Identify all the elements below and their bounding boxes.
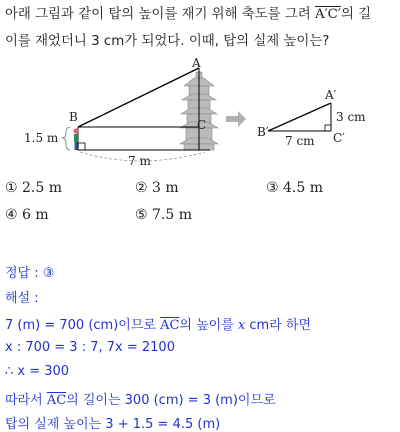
choice-4[interactable] bbox=[5, 207, 49, 223]
label-a-prime: A′ bbox=[325, 88, 337, 102]
label-b: B bbox=[69, 110, 78, 124]
explanation-title: 해설 : bbox=[5, 291, 39, 306]
choice-4-number: ④ bbox=[5, 207, 18, 223]
label-width: 7 m bbox=[128, 154, 151, 168]
explanation-line-4 bbox=[5, 389, 276, 408]
segment-a2c2: A′C′ bbox=[314, 7, 341, 22]
choice-3[interactable] bbox=[266, 180, 323, 196]
choice-1-number: ① bbox=[5, 180, 18, 196]
segment-ac: $\overline{AC}$ bbox=[160, 318, 180, 333]
explanation-line-4-pre: 따라서 bbox=[5, 393, 47, 408]
line-b2a2 bbox=[268, 103, 331, 131]
choice-3-number: ③ bbox=[266, 180, 279, 196]
explanation-line-1-post: cm라 하면 bbox=[245, 318, 312, 333]
label-scale-width: 7 cm bbox=[285, 134, 315, 148]
choice-2[interactable] bbox=[135, 180, 179, 196]
segment-ac-2: $\overline{AC}$ bbox=[46, 393, 67, 408]
label-a: A bbox=[192, 56, 201, 70]
right-angle-mark-small bbox=[325, 125, 331, 131]
choice-5-number: ⑤ bbox=[135, 207, 148, 223]
label-height: 1.5 m bbox=[24, 131, 59, 145]
choice-3-text: 4.5 m bbox=[283, 180, 324, 196]
line-ba bbox=[78, 68, 199, 127]
variable-x: x bbox=[237, 318, 246, 333]
explanation-line-1-mid: 의 높이를 bbox=[179, 318, 238, 333]
choice-5[interactable] bbox=[135, 207, 192, 223]
choice-4-text: 6 m bbox=[22, 207, 49, 223]
choice-5-text: 7.5 m bbox=[152, 207, 193, 223]
right-arrow-icon bbox=[226, 111, 246, 127]
question-line-1-text: 아래 그림과 같이 탑의 높이를 재기 위해 축도를 그려 bbox=[5, 7, 315, 22]
choice-1[interactable] bbox=[5, 180, 62, 196]
explanation-line-1 bbox=[5, 314, 311, 333]
explanation-line-5: 탑의 실제 높이는 3 + 1.5 = 4.5 (m) bbox=[5, 417, 221, 432]
explanation-line-4-post: 의 길이는 300 (cm) = 3 (m)이므로 bbox=[66, 393, 276, 408]
label-scale-height: 3 cm bbox=[336, 110, 366, 124]
choice-2-text: 3 m bbox=[152, 180, 179, 196]
label-c: C bbox=[197, 118, 207, 132]
question-line-2: 이를 재었더니 3 cm가 되었다. 이때, 탑의 실제 높이는? bbox=[5, 34, 330, 49]
correct-answer: 정답 : ③ bbox=[5, 266, 55, 281]
height-brace bbox=[62, 127, 70, 150]
explanation-line-2: x : 700 = 3 : 7, 7x = 2100 bbox=[5, 340, 175, 355]
label-c-prime: C′ bbox=[333, 131, 345, 145]
explanation-line-1-pre: 7 (m) = 700 (cm)이므로 bbox=[5, 318, 161, 333]
explanation-line-3: ∴ x = 300 bbox=[5, 364, 70, 379]
right-angle-mark bbox=[78, 143, 85, 150]
label-b-prime: B′ bbox=[257, 125, 269, 139]
choice-2-number: ② bbox=[135, 180, 148, 196]
question-line-1-end: 의 길 bbox=[340, 7, 372, 22]
choice-1-text: 2.5 m bbox=[22, 180, 63, 196]
